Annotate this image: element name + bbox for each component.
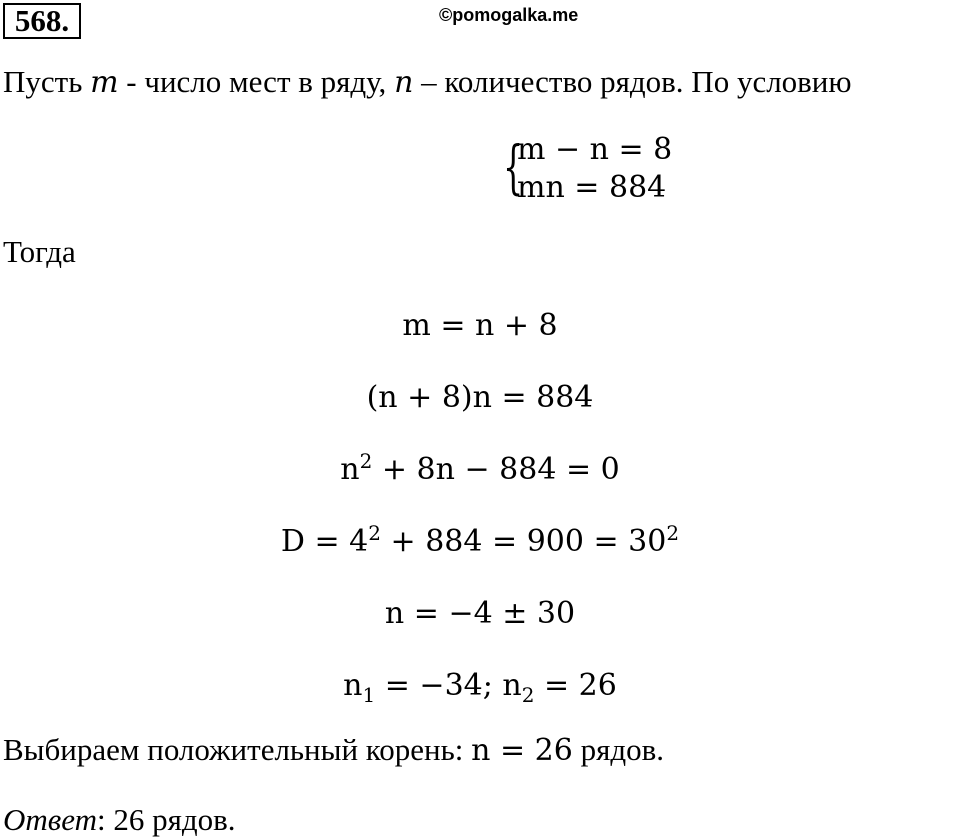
answer-line (3, 802, 236, 838)
eq6-n2: n (502, 668, 522, 703)
eq6-sub-1: 1 (362, 683, 376, 707)
eq6-sub-2: 2 (521, 683, 535, 707)
eq3-rest: + 8n − 884 = 0 (372, 452, 620, 487)
choose-text-2: рядов. (572, 732, 665, 767)
problem-number: 568. (3, 3, 81, 39)
equation-5: n = −4 ± 30 (384, 596, 576, 631)
system-line-2: mn = 884 (517, 170, 667, 205)
equation-2: (n + 8)n = 884 (366, 380, 594, 415)
equation-6 (0, 668, 960, 707)
intro-text-1: Пусть (3, 64, 91, 99)
eq6-n1: n (343, 668, 363, 703)
eq6-middle: = −34; (375, 668, 503, 703)
equation-4 (0, 521, 960, 560)
eq3-exponent: 2 (359, 449, 373, 473)
eq3-base: n (340, 452, 360, 487)
equation-3 (0, 449, 960, 488)
eq4-exponent-2: 2 (666, 521, 680, 545)
intro-paragraph (3, 64, 852, 101)
then-label: Тогда (3, 234, 76, 269)
system-brace: { (503, 133, 524, 201)
intro-text-2: - число мест в ряду, (118, 64, 395, 99)
eq4-part-b: + 884 = 900 = 30 (381, 524, 667, 559)
eq4-exponent-1: 2 (368, 521, 382, 545)
choose-text-1: Выбираем положительный корень: (3, 732, 472, 767)
choose-math: n = 26 (471, 733, 573, 768)
eq4-part-a: D = 4 (280, 524, 369, 559)
intro-text-3: – количество рядов. По условию (413, 64, 852, 99)
watermark: ©pomogalka.me (439, 5, 579, 25)
equation-1: m = n + 8 (402, 308, 558, 343)
variable-n: n (394, 65, 414, 100)
variable-m: m (90, 65, 119, 100)
system-line-1: m − n = 8 (517, 132, 673, 167)
equation-system (503, 130, 703, 210)
answer-text: : 26 рядов. (96, 802, 236, 837)
eq6-end: = 26 (534, 668, 617, 703)
choose-root-paragraph (3, 732, 664, 769)
answer-label: Ответ (3, 802, 97, 837)
